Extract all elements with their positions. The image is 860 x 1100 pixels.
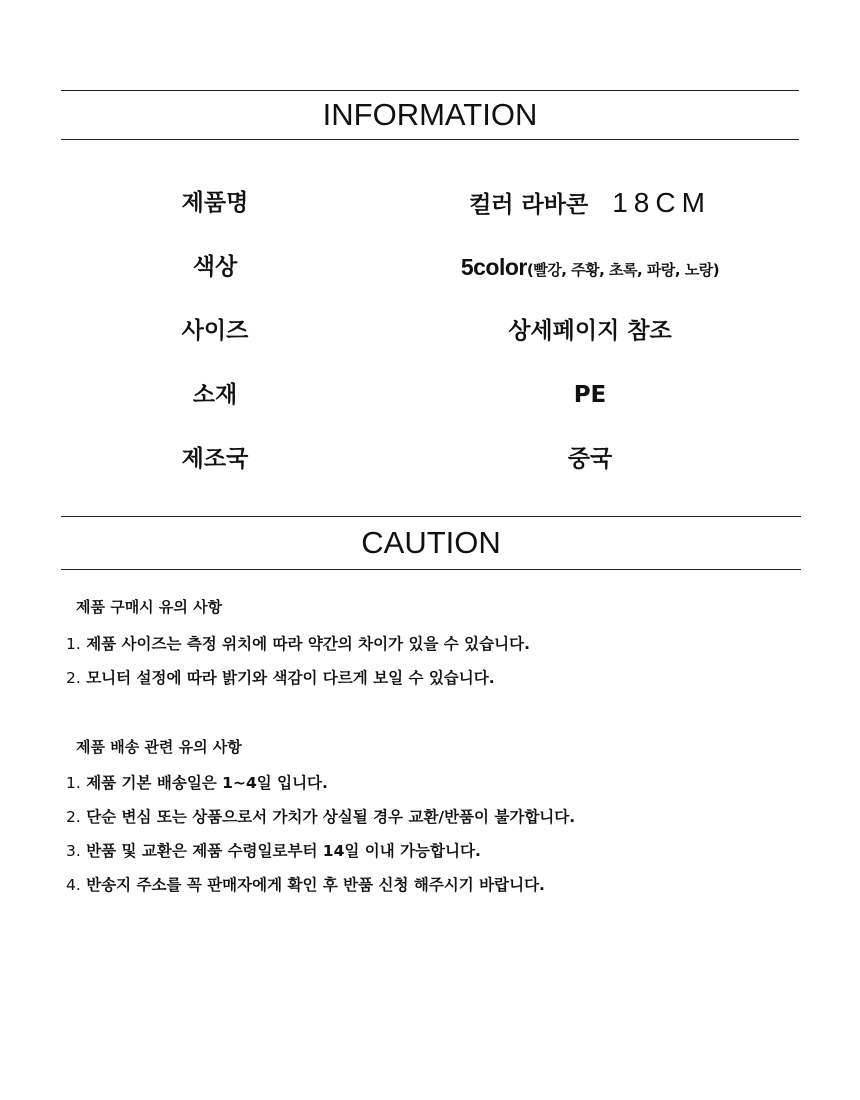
item-number: 1. [66,774,81,792]
info-label: 제품명 [181,190,249,216]
info-value-size: 18CM [612,187,711,218]
list-item [66,868,846,902]
info-row-material [0,370,860,420]
caution-title: CAUTION [361,525,501,560]
information-header [61,90,799,140]
info-row-size [0,306,860,356]
list-item [66,661,846,695]
information-title: INFORMATION [322,97,538,132]
info-label: 소재 [192,382,238,408]
info-label: 사이즈 [181,318,249,344]
list-item [66,834,846,868]
item-number: 4. [66,876,81,894]
list-item [66,766,846,800]
list-item [66,627,846,661]
info-row-color [0,242,860,292]
info-row-product-name [0,178,860,228]
shipping-notice-list [66,766,846,902]
shipping-notice [66,730,846,764]
info-value-main: 컬러 라바콘 [469,192,589,218]
list-item [66,800,846,834]
info-row-origin [0,434,860,484]
info-value [390,178,790,230]
info-value: PE [573,382,607,408]
purchase-notice-heading: 제품 구매시 유의 사항 [76,598,223,616]
purchase-notice-list [66,627,846,695]
info-value-main: 5color [460,254,527,280]
item-number: 2. [66,669,81,687]
item-text: 모니터 설정에 따라 밝기와 색감이 다르게 보일 수 있습니다. [86,669,495,687]
caution-header [61,516,801,570]
item-text: 제품 기본 배송일은 1~4일 입니다. [86,774,328,792]
info-value [390,242,790,295]
item-text: 제품 사이즈는 측정 위치에 따라 약간의 차이가 있을 수 있습니다. [86,635,530,653]
item-number: 1. [66,635,81,653]
shipping-notice-heading: 제품 배송 관련 유의 사항 [76,738,242,756]
info-value: 상세페이지 참조 [508,318,672,344]
info-label: 제조국 [181,446,249,472]
item-text: 단순 변심 또는 상품으로서 가치가 상실될 경우 교환/반품이 불가합니다. [86,808,576,826]
info-value-color-list: (빨강, 주황, 초록, 파랑, 노랑) [526,261,720,279]
item-number: 2. [66,808,81,826]
info-value: 중국 [567,446,613,472]
item-text: 반송지 주소를 꼭 판매자에게 확인 후 반품 신청 해주시기 바랍니다. [86,876,545,894]
item-text: 반품 및 교환은 제품 수령일로부터 14일 이내 가능합니다. [86,842,481,860]
info-label: 색상 [192,254,238,280]
purchase-notice [66,590,846,624]
item-number: 3. [66,842,81,860]
